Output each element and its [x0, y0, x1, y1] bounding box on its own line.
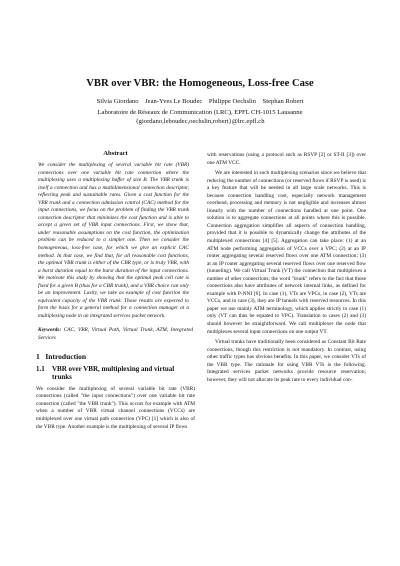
body-paragraph-3: Virtual trunks have traditionally been considered as Constant Bit Rate connections, though this restriction is not mandatory. In contrast, using other traffic types has obvious benefits. In this paper, we consider VTs of the VBR type. The rationale for using VBR VTs is the following. Integrated services packet networks provide resource reservation; however, they will not allocate its peak rate to every individual con- [207, 339, 366, 383]
body-paragraph-2: We are interested in such multiplexing scenarios since we believe that reducing the number of connections (or reserved flows if RSVP is used) is a key feature that will be needed in all large scale networks. This is because connection handling cost, especially network management overhead, processing and memory is not negligible and increases almost linearly with the number of connections handled at one point. One solution is to aggregate connections at all points where this is possible. Connection aggregation simplifies all aspects of connection handling, provided that it is possible to dynamically change the attributes of the multiplexed connections [4] [5]. Aggregation can take place: (1) at an ATM node performing aggregation of VCCs over a VPC; (2) at an IP router aggregating several reserved flows over one ATM connection; (3) at an IP router aggregating several reserved flows over one reserved flow (tunneling). We call Virtual Trunk (VT) the connection that multiplexes a number of other connections; the word "trunk" refers to the fact that those connections also have attributes of network internal links, as defined for example with P-NNI [6]. In case (1), VTs are VPCs, in case (2), VTs are VCCs, and in case (3), they are IP tunnels with reserved resources. In this paper we use mainly ATM terminology, which applies strictly to case (1) only (VT can thus be equated to VPC). Translation to cases (2) and (3) should however be straightforward. We call multiplexer the node that multiplexes several input connections on one output VT. [207, 170, 366, 335]
section-heading [36, 352, 195, 361]
affiliation-institution: Laboratoire de Réseaux de Communication (LRC), EPFL CH-1015 Lausanne [97, 109, 303, 116]
intro-paragraph: We consider the multiplexing of several variable bit rate (VBR) connections (called "the input connections") over one variable bit rate connection (called "the VBR trunk"). This occurs for example with ATM when a number of VBR virtual channel connections (VCCs) are multiplexed over one virtual path connection (VPC) [1] which is also of the VBR type. Another example is the multiplexing of several IP flows [36, 385, 195, 430]
subsection-number: 1.1 [36, 364, 45, 373]
abstract-text: We consider the multiplexing of several variable bit rate (VBR) connections over one variable bit rate connection where the multiplexing uses a multiplexing buffer of size B. The VBR trunk is itself a connection and has a multidimensional connection descriptor, reflecting peak and sustainable rates. Given a cost function for the VBR trunk and a connection admission control (CAC) method for the input connections, we focus on the problem of finding the VBR trunk connection descriptor that minimizes the cost function and is able to accept a given set of VBR input connections. First, we show that, under reasonable assumptions on the cost function, the optimization problem can be reduced to a simpler one. Then we consider the homogeneous, loss-free case, for which we give an explicit CAC method. In that case, we find that, for all reasonable cost functions, the optimal VBR trunk is either of the CBR type, or is truly VBR, with a burst duration equal to the burst duration of the input connections. We motivate this study by showing that the optimal peak cell rate is fixed for a given B (thus for a CBR trunk), and a VBR choice can only be an improvement. Lastly, we take as example of cost function the equivalent capacity of the VBR trunk. Those results are expected to form the basis for a general method for a connection manager at a multiplexing node in an integrated services packet network. [38, 162, 189, 319]
author-list [0, 98, 400, 105]
abstract-heading: Abstract [103, 150, 128, 157]
right-column [207, 152, 366, 384]
section-1-title: 1 Introduction [36, 351, 87, 361]
keywords-text: CAC, VBR, Virtual Path, Virtual Trunk, ATM, Integrated Services [38, 327, 194, 342]
affiliation [0, 109, 400, 126]
left-column [36, 150, 195, 431]
paper-title: VBR over VBR: the Homogeneous, Loss-free Case [86, 78, 314, 89]
subsection-title: VBR over VBR, multiplexing and virtual trunks [52, 364, 175, 382]
body-paragraph-1: with reservations (using a protocol such as RSVP [2] or ST-II [3]) over one ATM VCC. [207, 152, 366, 166]
authors-text: Silvia Giordano Jean-Yves Le Boudec Philippe Oechslin Stephan Robert [96, 98, 304, 105]
affiliation-emails: {giordano,leboudec,oechslin,robert}@lrc.epfl.ch [135, 117, 265, 125]
keywords-label: Keywords: [38, 327, 62, 334]
subsection-heading [36, 365, 195, 382]
keywords [38, 327, 193, 342]
